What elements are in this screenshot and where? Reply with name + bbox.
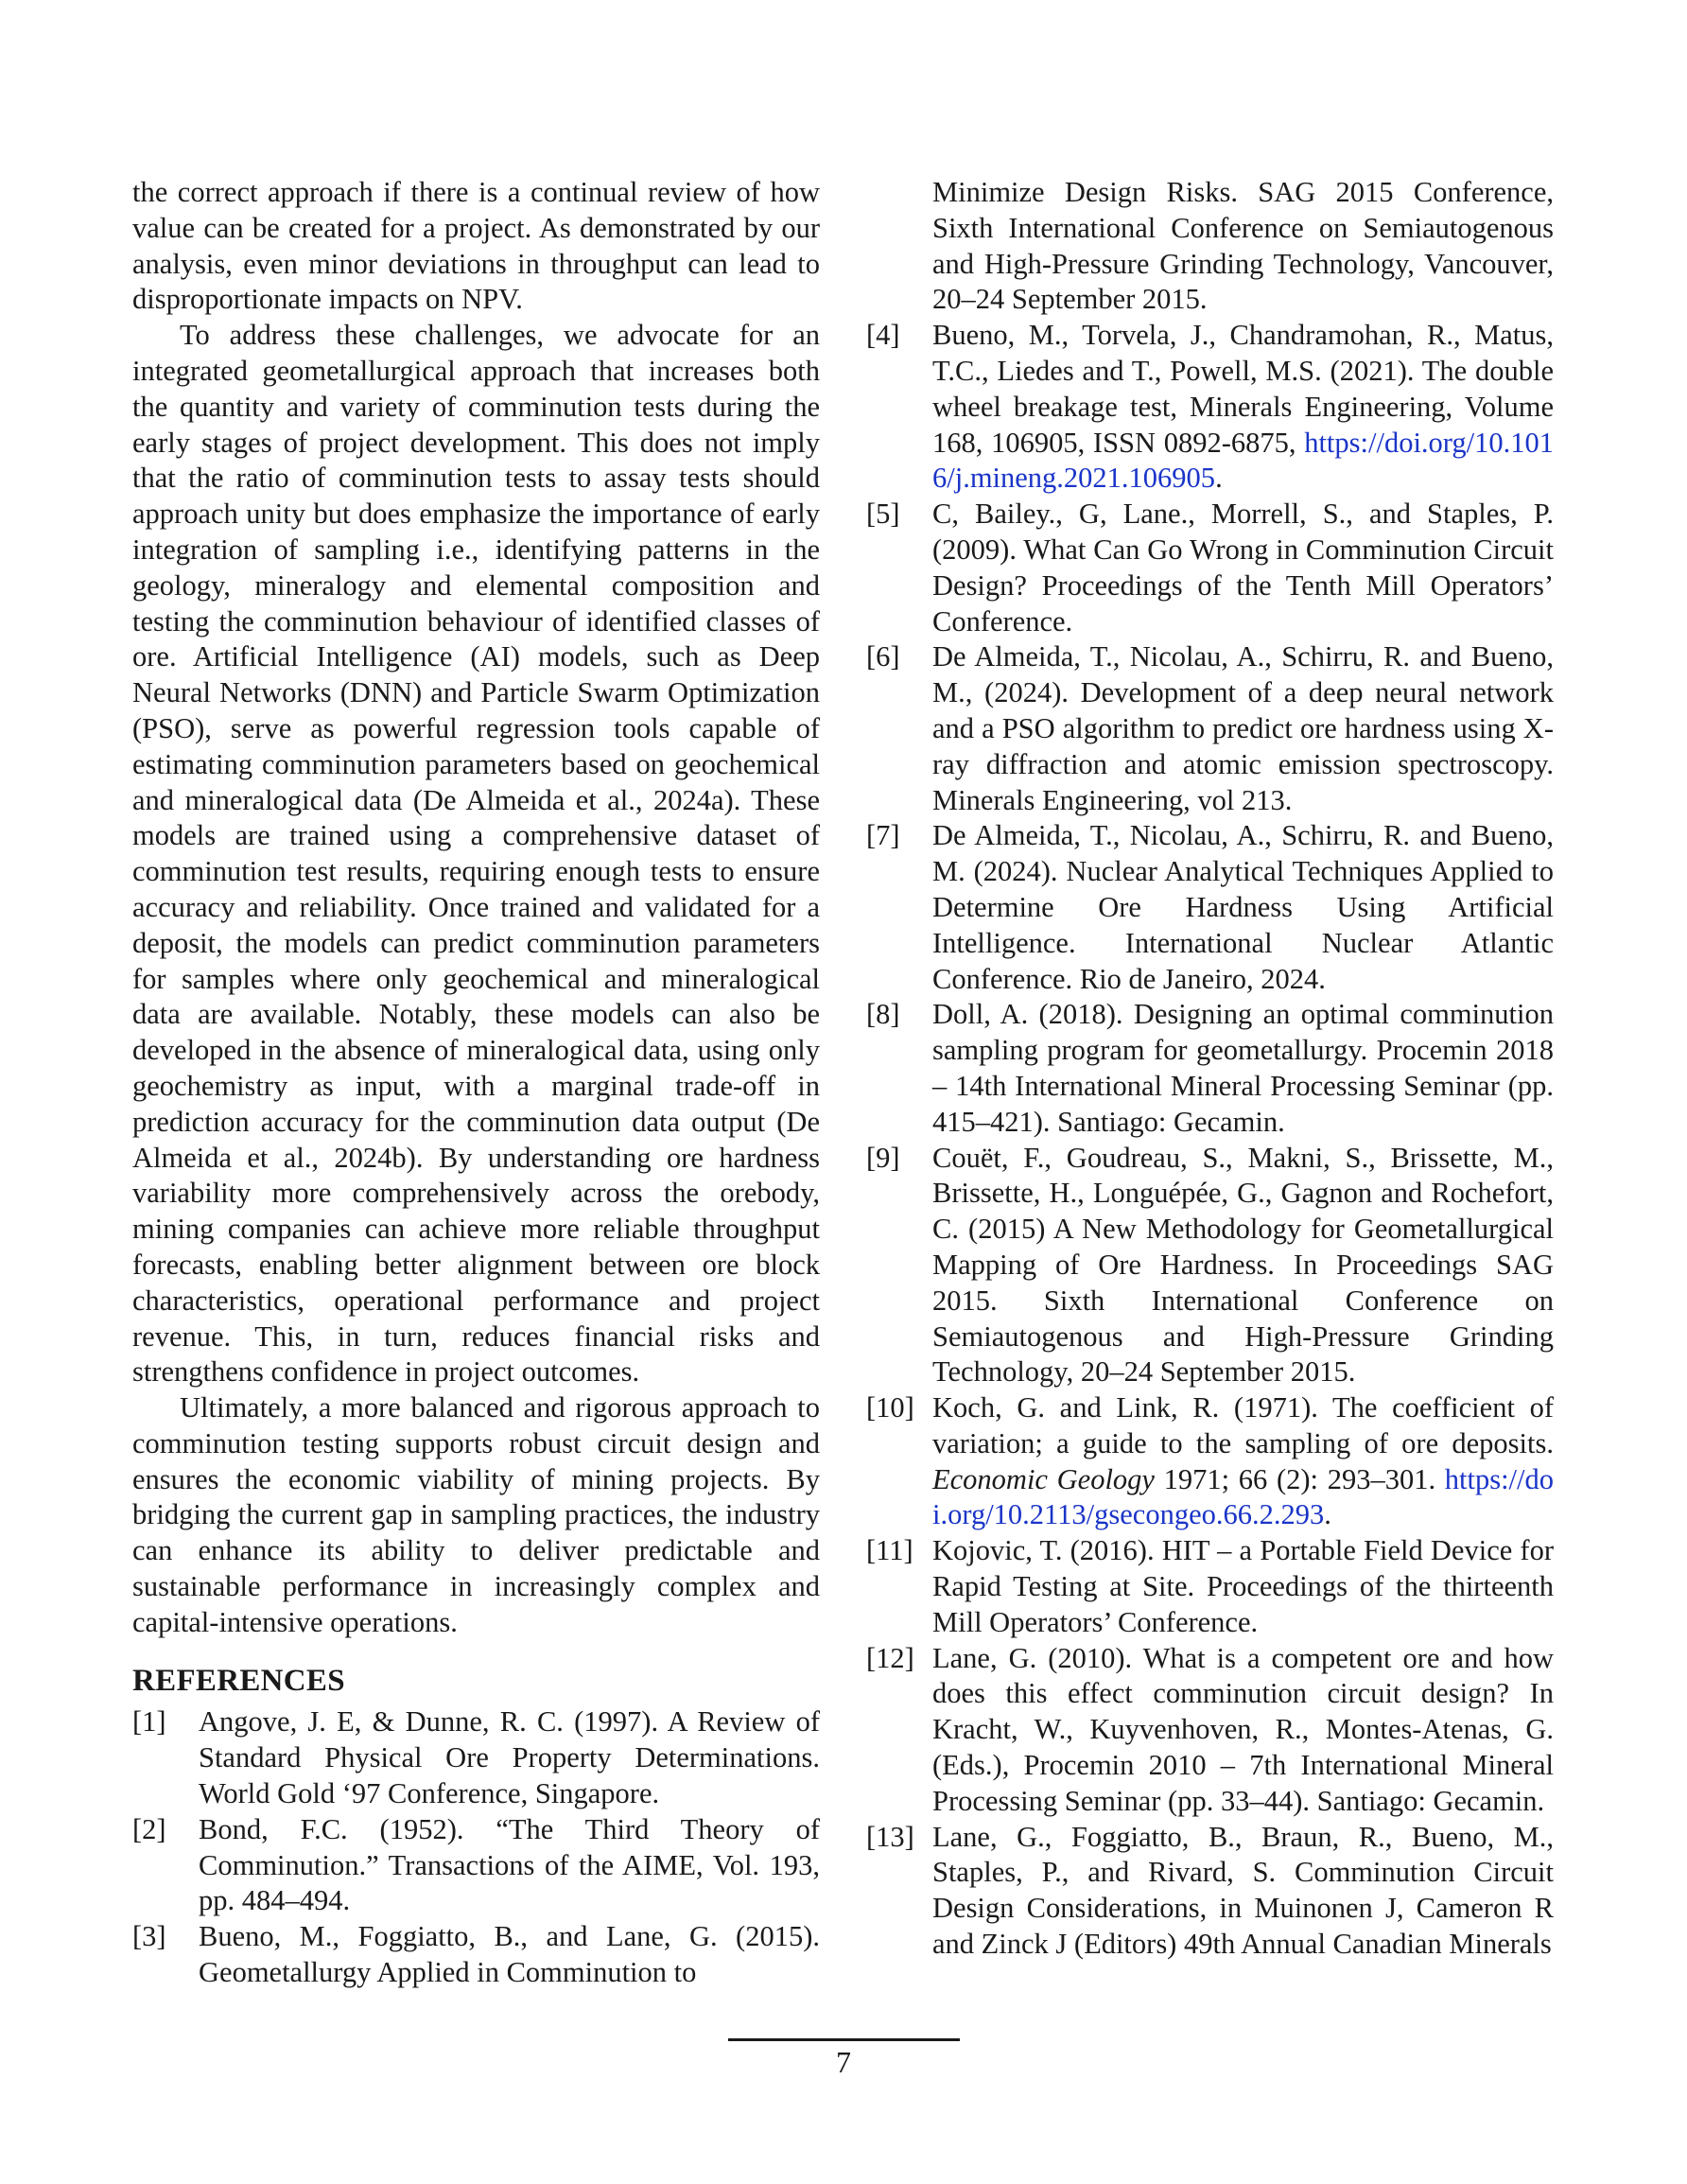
reference-text: De Almeida, T., Nicolau, A., Schirru, R. and Bueno, M. (2024). Nuclear Analytical Techniques Applied to Determine Ore Hardness Using Artificial Intelligence. International Nuclear Atlantic Conference. Rio de Janeiro, 2024.	[932, 819, 1554, 995]
body-paragraph: To address these challenges, we advocate for an integrated geometallurgical approach that increases both the quantity and variety of comminution tests during the early stages of project development. This does not imply that the ratio of comminution tests to assay tests should approach unity but does emphasize the importance of early integration of sampling i.e., identifying patterns in the geology, mineralogy and elemental composition and testing the comminution behaviour of identified classes of ore. Artificial Intelligence (AI) models, such as Deep Neural Networks (DNN) and Particle Swarm Optimization (PSO), serve as powerful regression tools capable of estimating comminution parameters based on geochemical and mineralogical data (De Almeida et al., 2024a). These models are trained using a comprehensive dataset of comminution test results, requiring enough tests to ensure accuracy and reliability. Once trained and validated for a deposit, the models can predict comminution parameters for samples where only geochemical and mineralogical data are available. Notably, these models can also be developed in the absence of mineralogical data, using only geochemistry as input, with a marginal trade-off in prediction accuracy for the comminution data output (De Almeida et al., 2024b). By understanding ore hardness variability more comprehensively across the orebody, mining companies can achieve more reliable throughput forecasts, enabling better alignment between ore block characteristics, operational performance and project revenue. This, in turn, reduces financial risks and strengthens confidence in project outcomes.	[132, 319, 820, 1389]
reference-item	[132, 1919, 820, 1991]
reference-number: [1]	[132, 1705, 166, 1738]
reference-number: [5]	[866, 498, 900, 531]
reference-text: Doll, A. (2018). Designing an optimal comminution sampling program for geometallurgy. Procemin 2018 – 14th International Mineral Processing Seminar (pp. 415–421). Santiago: Gecamin.	[932, 998, 1554, 1138]
reference-text: De Almeida, T., Nicolau, A., Schirru, R. and Bueno, M., (2024). Development of a deep neural network and a PSO algorithm to predict ore hardness using X-ray diffraction and atomic emission spectroscopy. Minerals Engineering, vol 213.	[932, 640, 1554, 816]
reference-item	[866, 639, 1554, 818]
right-column	[866, 175, 1554, 1963]
reference-end: .	[1215, 462, 1223, 495]
reference-number: [4]	[866, 319, 900, 352]
reference-text: Koch, G. and Link, R. (1971). The coefficient of variation; a guide to the sampling of ore deposits.	[932, 1391, 1554, 1459]
reference-item	[866, 318, 1554, 497]
reference-number: [8]	[866, 998, 900, 1031]
reference-number: [7]	[866, 819, 900, 852]
reference-item	[866, 1533, 1554, 1640]
reference-number: [13]	[866, 1820, 914, 1853]
reference-number: [12]	[866, 1641, 914, 1674]
reference-item	[866, 1141, 1554, 1391]
reference-text: C, Bailey., G, Lane., Morrell, S., and Staples, P. (2009). What Can Go Wrong in Comminution Circuit Design? Proceedings of the Tenth Mill Operators’ Conference.	[932, 498, 1554, 638]
reference-item	[132, 1704, 820, 1811]
journal-name: Economic Geology	[932, 1462, 1155, 1495]
reference-text: Bueno, M., Foggiatto, B., and Lane, G. (2015). Geometallurgy Applied in Comminution to	[199, 1920, 820, 1989]
references-heading: REFERENCES	[132, 1663, 345, 1698]
body-paragraph: Ultimately, a more balanced and rigorous approach to comminution testing supports robust circuit design and ensures the economic viability of mining projects. By bridging the current gap in sampling practices, the industry can enhance its ability to deliver predictable and sustainable performance in increasingly complex and capital-intensive operations.	[132, 1391, 820, 1638]
reference-number: [3]	[132, 1920, 166, 1953]
footer-rule	[728, 2038, 960, 2041]
reference-number: [10]	[866, 1391, 914, 1424]
reference-number: [9]	[866, 1141, 900, 1174]
reference-text: Lane, G. (2010). What is a competent ore and how does this effect comminution circuit design? In Kracht, W., Kuyvenhoven, R., Montes-Atenas, G. (Eds.), Procemin 2010 – 7th International Mineral Processing Seminar (pp. 33–44). Santiago: Gecamin.	[932, 1641, 1554, 1817]
reference-number: [6]	[866, 640, 900, 673]
reference-item	[866, 1820, 1554, 1963]
reference-item	[132, 1812, 820, 1919]
reference-text: Kojovic, T. (2016). HIT – a Portable Field Device for Rapid Testing at Site. Proceedings of the thirteenth Mill Operators’ Conference.	[932, 1534, 1554, 1638]
reference-text: Bond, F.C. (1952). “The Third Theory of Comminution.” Transactions of the AIME, Vol. 193, pp. 484–494.	[199, 1812, 820, 1917]
reference-number: [2]	[132, 1812, 166, 1845]
reference-text: 1971; 66 (2): 293–301.	[1154, 1462, 1445, 1495]
reference-item	[866, 1641, 1554, 1820]
reference-item	[866, 818, 1554, 997]
reference-text: Couët, F., Goudreau, S., Makni, S., Brissette, M., Brissette, H., Longuépée, G., Gagnon and Rochefort, C. (2015) A New Methodology for Geometallurgical Mapping of Ore Hardness. In Proceedings SAG 2015. Sixth International Conference on Semiautogenous and High-Pressure Grinding Technology, 20–24 September 2015.	[932, 1141, 1554, 1389]
doi-link[interactable]: https://doi.org/10.2113/gsecongeo.66.2.293	[932, 1462, 1555, 1531]
reference-text: Lane, G., Foggiatto, B., Braun, R., Bueno, M., Staples, P., and Rivard, S. Comminution Circuit Design Considerations, in Muinonen J, Cameron R and Zinck J (Editors) 49th Annual Canadian Minerals	[932, 1820, 1554, 1961]
reference-text: Angove, J. E, & Dunne, R. C. (1997). A Review of Standard Physical Ore Property Determinations. World Gold ‘97 Conference, Singapore.	[199, 1705, 820, 1810]
left-column	[132, 175, 820, 1991]
page-number: 7	[836, 2045, 851, 2079]
body-paragraph: the correct approach if there is a continual review of how value can be created for a project. As demonstrated by our analysis, even minor deviations in throughput can lead to disproportionate impacts on NPV.	[132, 176, 820, 316]
reference-number: [11]	[866, 1534, 913, 1567]
reference-continuation: Minimize Design Risks. SAG 2015 Conference, Sixth International Conference on Semiautogenous and High-Pressure Grinding Technology, Vancouver, 20–24 September 2015.	[932, 176, 1554, 316]
doi-link[interactable]: https://doi.org/10.1016/j.mineng.2021.106905	[932, 426, 1554, 495]
reference-text: Bueno, M., Torvela, J., Chandramohan, R., Matus, T.C., Liedes and T., Powell, M.S. (2021). The double wheel breakage test, Minerals Engineering, Volume 168, 106905, ISSN 0892-6875,	[932, 319, 1554, 459]
reference-item	[866, 997, 1554, 1140]
reference-item	[866, 497, 1554, 639]
reference-end: .	[1324, 1498, 1331, 1531]
reference-item	[866, 1390, 1554, 1533]
